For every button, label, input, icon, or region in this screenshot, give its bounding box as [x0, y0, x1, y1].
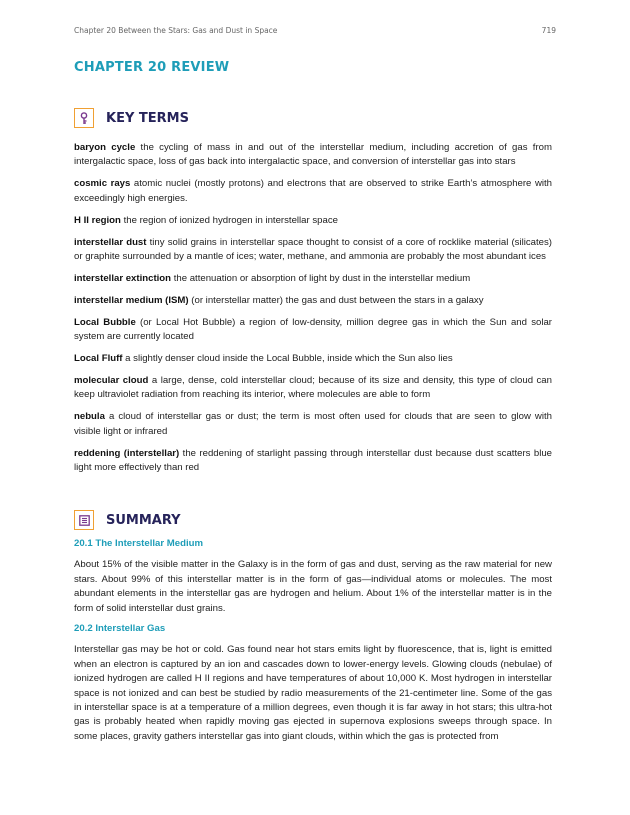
key-term: Local Fluff a slightly denser cloud inside the Local Bubble, inside which the Sun also lies — [74, 352, 453, 364]
key-term: interstellar extinction the attenuation or absorption of light by dust in the interstellar medium — [74, 272, 471, 284]
summary-section-title: 20.2 Interstellar Gas — [74, 623, 166, 635]
running-header — [74, 26, 556, 38]
document-icon — [74, 510, 94, 530]
summary-body — [74, 537, 552, 750]
key-term: cosmic rays atomic nuclei (mostly protons) and electrons that are observed to strike Earth’s atmosphere with exceedingly high energies. — [74, 178, 552, 204]
key-term: nebula a cloud of interstellar gas or dust; the term is most often used for clouds that are seen to glow with visible light or infrared — [74, 411, 552, 437]
page-number: 719 — [541, 26, 556, 35]
running-title: Chapter 20 Between the Stars: Gas and Dust in Space — [74, 26, 278, 35]
key-icon — [74, 108, 94, 128]
key-term: H II region the region of ionized hydrogen in interstellar space — [74, 214, 338, 226]
key-term: Local Bubble (or Local Hot Bubble) a region of low-density, million degree gas in which the Sun and solar system are currently located — [74, 316, 552, 343]
key-term: baryon cycle the cycling of mass in and out of the interstellar medium, including accretion of gas from intergalactic space, loss of gas back into intergalactic space, and conversion of interstellar gas into stars — [74, 142, 552, 168]
key-terms-header — [74, 106, 189, 130]
chapter-review-title: CHAPTER 20 REVIEW — [74, 60, 230, 75]
key-terms-list — [74, 141, 552, 483]
key-term: interstellar dust tiny solid grains in interstellar space thought to consist of a core of rocklike material (silicates) or graphite surrounded by a mantle of ices; water, methane, and ammonia are probably the most abundant ices — [74, 236, 552, 262]
summary-paragraph: About 15% of the visible matter in the Galaxy is in the form of gas and dust, serving as the raw material for new stars. About 99% of this interstellar matter is in the form of gas—individual atoms or molecules. The most abundant elements in the interstellar gas are hydrogen and helium. About 1% of the interstellar matter is in the form of solid interstellar dust grains. — [74, 559, 552, 614]
summary-heading: SUMMARY — [106, 512, 181, 528]
summary-header — [74, 508, 181, 532]
key-terms-heading: KEY TERMS — [106, 110, 189, 126]
summary-paragraph: Interstellar gas may be hot or cold. Gas found near hot stars emits light by fluorescence, that is, light is emitted when an electron is captured by an ion and cascades down to lower-energy levels. Glowing clouds (nebulae) of ionized hydrogen are called H II regions and have temperatures of about 10,000 K. Most hydrogen in interstellar space is not ionized and can best be studied by radio measurements of the 21-centimeter line. Some of the gas in interstellar space is at a temperature of a million degrees, even though it is far away in hot stars; this ultra-hot gas is probably heated when rapidly moving gas ejected in supernova explosions sweeps through space. In some places, gravity gathers interstellar gas into giant clouds, within which the gas is protected from — [74, 644, 552, 742]
summary-section-title: 20.1 The Interstellar Medium — [74, 538, 204, 549]
key-term: molecular cloud a large, dense, cold interstellar cloud; because of its size and density, this type of cloud can keep ultraviolet radiation from reaching its interior, where molecules are able to form — [74, 374, 552, 401]
key-term: interstellar medium (ISM) (or interstellar matter) the gas and dust between the stars in a galaxy — [74, 294, 484, 306]
key-term: reddening (interstellar) the reddening of starlight passing through interstellar dust because dust scatters blue light more effectively than red — [74, 447, 553, 473]
